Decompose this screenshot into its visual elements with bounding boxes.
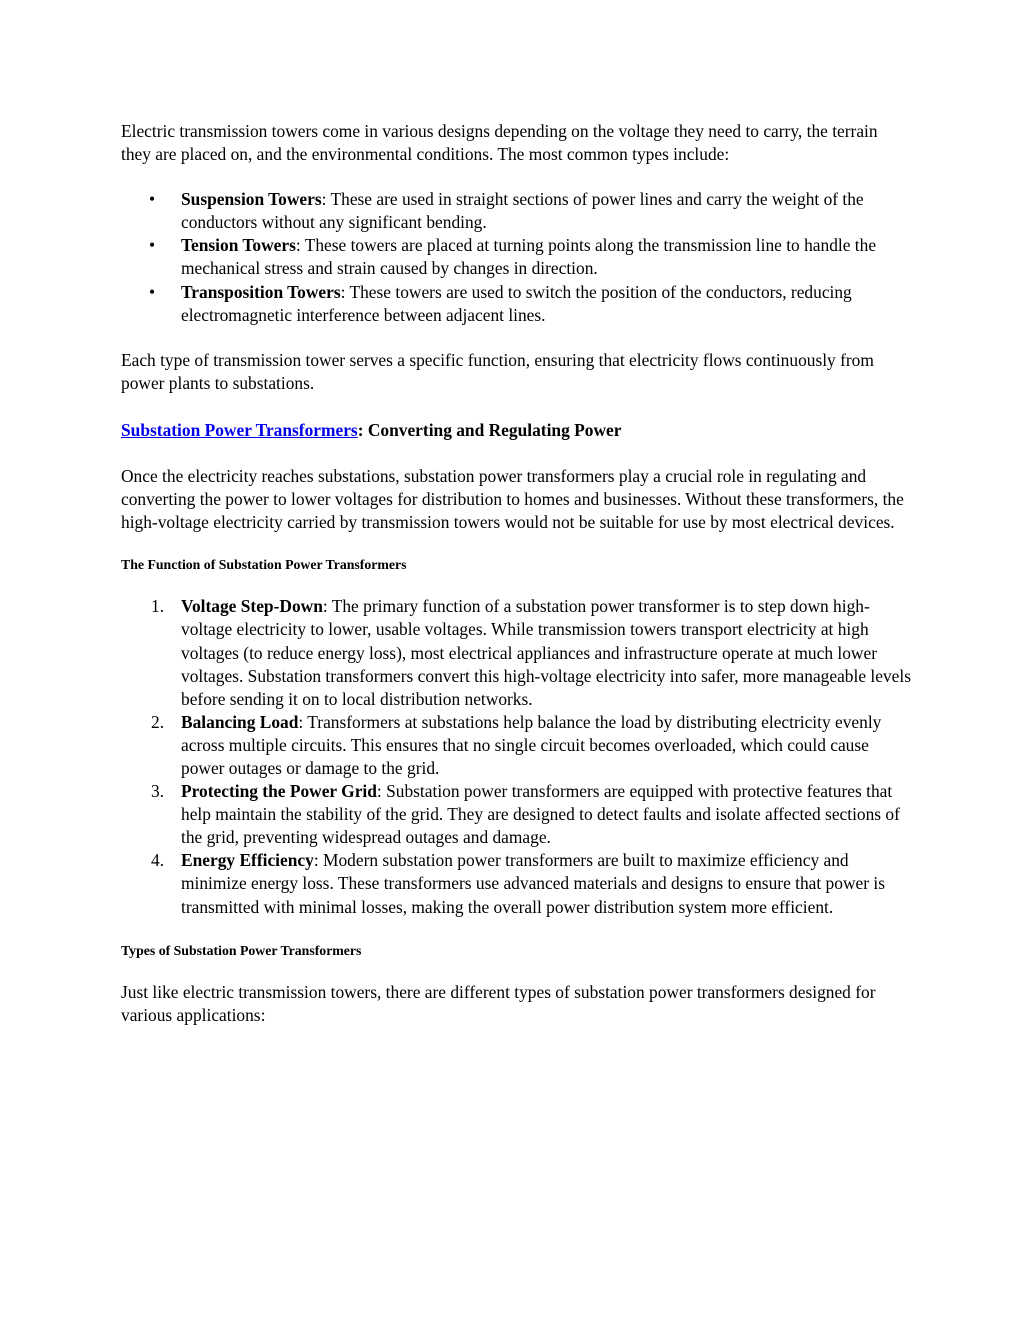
bullet-marker: • — [149, 189, 156, 210]
document-page — [121, 120, 911, 1027]
list-item — [149, 281, 911, 327]
types-heading: Types of Substation Power Transformers — [121, 942, 362, 958]
list-item — [151, 595, 911, 710]
list-item-term: Suspension Towers — [181, 189, 322, 210]
section-heading-rest: : Converting and Regulating Power — [357, 419, 622, 440]
list-item-term: Balancing Load — [181, 711, 299, 732]
number-marker: 3. — [151, 781, 165, 802]
number-marker: 1. — [151, 596, 165, 617]
list-item-text: : Substation power transformers are equipped with protective features that help maintain the stability of the grid. They are designed to detect faults and isolate affected sections of the grid, preventing widespread outages and damage. — [181, 781, 900, 848]
section-heading — [121, 419, 911, 442]
list-item-term: Voltage Step-Down — [181, 596, 323, 617]
list-item-term: Transposition Towers — [181, 281, 341, 302]
list-item-text: : These towers are used to switch the position of the conductors, reducing electromagnetic interference between adjacent lines. — [181, 281, 852, 325]
tower-types-list — [121, 188, 911, 327]
list-item — [151, 849, 911, 918]
function-heading: The Function of Substation Power Transformers — [121, 557, 407, 573]
tower-summary-paragraph: Each type of transmission tower serves a specific function, ensuring that electricity flows continuously from power plants to substations. — [121, 349, 874, 393]
number-marker: 2. — [151, 711, 165, 732]
list-item — [151, 780, 911, 849]
list-item — [149, 234, 911, 280]
list-item-text: : Modern substation power transformers are built to maximize efficiency and minimize energy loss. These transformers use advanced materials and designs to ensure that power is transmitted with minimal losses, making the overall power distribution system more efficient. — [181, 850, 885, 917]
list-item-term: Protecting the Power Grid — [181, 781, 377, 802]
list-item — [151, 711, 911, 780]
list-item-term: Tension Towers — [181, 235, 296, 256]
list-item-text: : These towers are placed at turning points along the transmission line to handle the mechanical stress and strain caused by changes in direction. — [181, 235, 877, 279]
functions-list — [121, 595, 911, 918]
bullet-marker: • — [149, 281, 156, 302]
intro-paragraph: Electric transmission towers come in various designs depending on the voltage they need to carry, the terrain they are placed on, and the environmental conditions. The most common types include: — [121, 121, 878, 165]
number-marker: 4. — [151, 850, 165, 871]
bullet-marker: • — [149, 235, 156, 256]
types-paragraph: Just like electric transmission towers, there are different types of substation power transformers designed for various applications: — [121, 981, 876, 1025]
list-item-text: : These are used in straight sections of power lines and carry the weight of the conductors without any significant bending. — [181, 189, 864, 233]
list-item — [149, 188, 911, 234]
list-item-text: : The primary function of a substation power transformer is to step down high-voltage electricity to lower, usable voltages. While transmission towers transport electricity at high voltages (to reduce energy loss), most electrical appliances and infrastructure operate at much lower voltages. Substation transformers convert this high-voltage electricity into safer, more manageable levels before sending it on to local distribution networks. — [181, 596, 911, 709]
substation-transformers-link[interactable]: Substation Power Transformers — [121, 419, 358, 440]
list-item-text: : Transformers at substations help balance the load by distributing electricity evenly across multiple circuits. This ensures that no single circuit becomes overloaded, which could cause power outages or damage to the grid. — [181, 711, 882, 778]
list-item-term: Energy Efficiency — [181, 850, 314, 871]
section-paragraph: Once the electricity reaches substations, substation power transformers play a crucial role in regulating and converting the power to lower voltages for distribution to homes and businesses. Without these transformers, the high-voltage electricity carried by transmission towers would not be suitable for use by most electrical devices. — [121, 466, 904, 533]
